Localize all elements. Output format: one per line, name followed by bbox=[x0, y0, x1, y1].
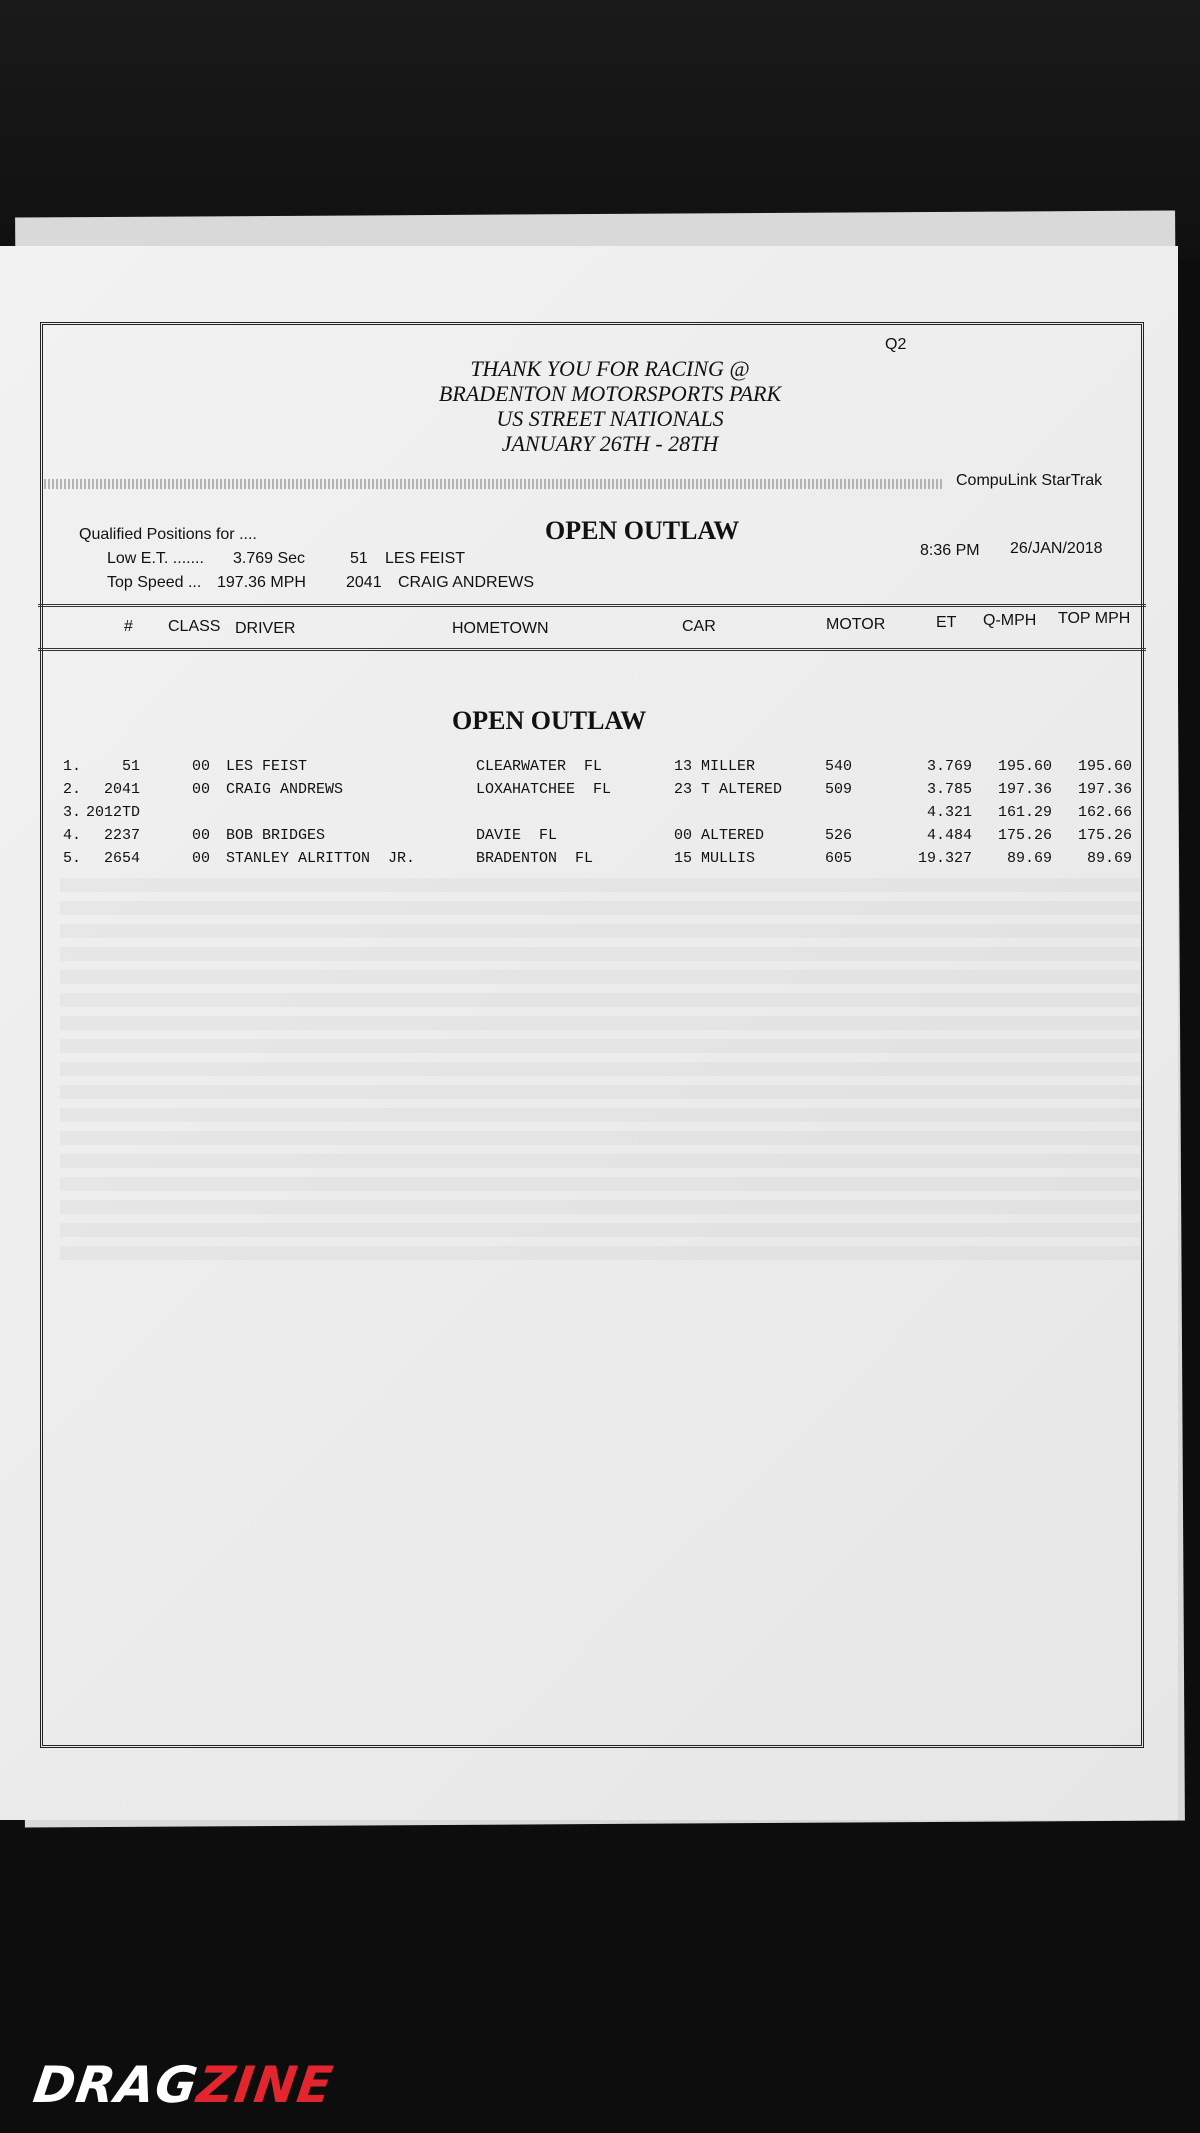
header-line: US STREET NATIONALS bbox=[496, 406, 724, 431]
qmph-cell: 175.26 bbox=[997, 827, 1052, 844]
motor-cell: 526 bbox=[825, 827, 853, 844]
et-cell: 3.769 bbox=[926, 758, 972, 775]
column-header: # bbox=[124, 618, 133, 635]
table-row bbox=[0, 827, 1178, 849]
low-et-label: Low E.T. ....... bbox=[107, 550, 204, 567]
header-line: BRADENTON MOTORSPORTS PARK bbox=[438, 381, 782, 406]
et-cell: 19.327 bbox=[917, 850, 972, 867]
car-number: 2654 bbox=[103, 850, 140, 867]
driver-cell: BOB BRIDGES bbox=[226, 827, 326, 844]
car-number: 2012TD bbox=[85, 804, 140, 821]
divider bbox=[38, 648, 1146, 651]
low-et-value: 3.769 Sec bbox=[233, 550, 306, 567]
class-cell: 00 bbox=[192, 758, 211, 775]
hometown-cell: BRADENTON FL bbox=[476, 850, 594, 867]
dotted-divider bbox=[44, 479, 944, 489]
car-cell: 23 T ALTERED bbox=[674, 781, 783, 798]
car-number: 2237 bbox=[103, 827, 140, 844]
driver-cell: LES FEIST bbox=[226, 758, 308, 775]
bleed-through bbox=[60, 878, 1140, 1268]
table-row bbox=[0, 804, 1178, 826]
timing-system: CompuLink StarTrak bbox=[956, 472, 1103, 489]
class-cell: 00 bbox=[192, 850, 211, 867]
column-header: ET bbox=[936, 614, 957, 631]
car-number: 2041 bbox=[103, 781, 140, 798]
driver-cell: STANLEY ALRITTON JR. bbox=[226, 850, 416, 867]
column-header: CLASS bbox=[168, 618, 221, 635]
top-mph-cell: 175.26 bbox=[1077, 827, 1132, 844]
table-row bbox=[0, 850, 1178, 872]
motor-cell: 605 bbox=[825, 850, 853, 867]
top-mph-cell: 197.36 bbox=[1077, 781, 1132, 798]
et-cell: 3.785 bbox=[926, 781, 972, 798]
print-date: 26/JAN/2018 bbox=[1010, 540, 1103, 557]
column-header: DRIVER bbox=[235, 620, 296, 637]
column-header: CAR bbox=[682, 618, 716, 635]
column-header: MOTOR bbox=[826, 616, 886, 633]
hometown-cell: DAVIE FL bbox=[476, 827, 558, 844]
results-sheet bbox=[0, 246, 1178, 1820]
position: 2. bbox=[63, 781, 82, 798]
logo-part-zine: ZINE bbox=[193, 2056, 337, 2114]
class-title: OPEN OUTLAW bbox=[545, 516, 740, 545]
car-number: 51 bbox=[121, 758, 140, 775]
low-et-driver: LES FEIST bbox=[385, 550, 466, 567]
session-label: Q2 bbox=[885, 336, 907, 353]
top-mph-cell: 162.66 bbox=[1077, 804, 1132, 821]
top-speed-car: 2041 bbox=[346, 574, 382, 591]
motor-cell: 540 bbox=[825, 758, 853, 775]
qmph-cell: 197.36 bbox=[997, 781, 1052, 798]
event-header bbox=[300, 356, 920, 456]
low-et-car: 51 bbox=[350, 550, 368, 567]
header-line: THANK YOU FOR RACING @ bbox=[470, 356, 750, 381]
header-line: JANUARY 26TH - 28TH bbox=[501, 431, 719, 456]
qualified-label: Qualified Positions for .... bbox=[79, 526, 257, 543]
print-time: 8:36 PM bbox=[920, 542, 980, 559]
et-cell: 4.484 bbox=[926, 827, 972, 844]
table-row bbox=[0, 758, 1178, 780]
divider bbox=[38, 604, 1146, 607]
driver-cell: CRAIG ANDREWS bbox=[226, 781, 344, 798]
column-header: TOP MPH bbox=[1058, 610, 1131, 627]
et-cell: 4.321 bbox=[926, 804, 972, 821]
dragzine-logo bbox=[29, 2056, 337, 2114]
position: 3. bbox=[63, 804, 82, 821]
top-speed-value: 197.36 MPH bbox=[217, 574, 306, 591]
car-cell: 00 ALTERED bbox=[674, 827, 765, 844]
top-mph-cell: 195.60 bbox=[1077, 758, 1132, 775]
position: 5. bbox=[63, 850, 82, 867]
hometown-cell: LOXAHATCHEE FL bbox=[476, 781, 612, 798]
table-row bbox=[0, 781, 1178, 803]
qmph-cell: 195.60 bbox=[997, 758, 1052, 775]
class-cell: 00 bbox=[192, 827, 211, 844]
top-mph-cell: 89.69 bbox=[1086, 850, 1132, 867]
car-cell: 13 MILLER bbox=[674, 758, 756, 775]
car-cell: 15 MULLIS bbox=[674, 850, 756, 867]
top-speed-driver: CRAIG ANDREWS bbox=[398, 574, 535, 591]
logo-part-drag: DRAG bbox=[29, 2056, 202, 2114]
top-speed-label: Top Speed ... bbox=[107, 574, 202, 591]
position: 1. bbox=[63, 758, 82, 775]
position: 4. bbox=[63, 827, 82, 844]
column-header: HOMETOWN bbox=[452, 620, 549, 637]
qmph-cell: 89.69 bbox=[1006, 850, 1052, 867]
section-title: OPEN OUTLAW bbox=[452, 706, 647, 735]
motor-cell: 509 bbox=[825, 781, 853, 798]
hometown-cell: CLEARWATER FL bbox=[476, 758, 603, 775]
qmph-cell: 161.29 bbox=[997, 804, 1052, 821]
column-header: Q-MPH bbox=[983, 612, 1037, 629]
class-cell: 00 bbox=[192, 781, 211, 798]
